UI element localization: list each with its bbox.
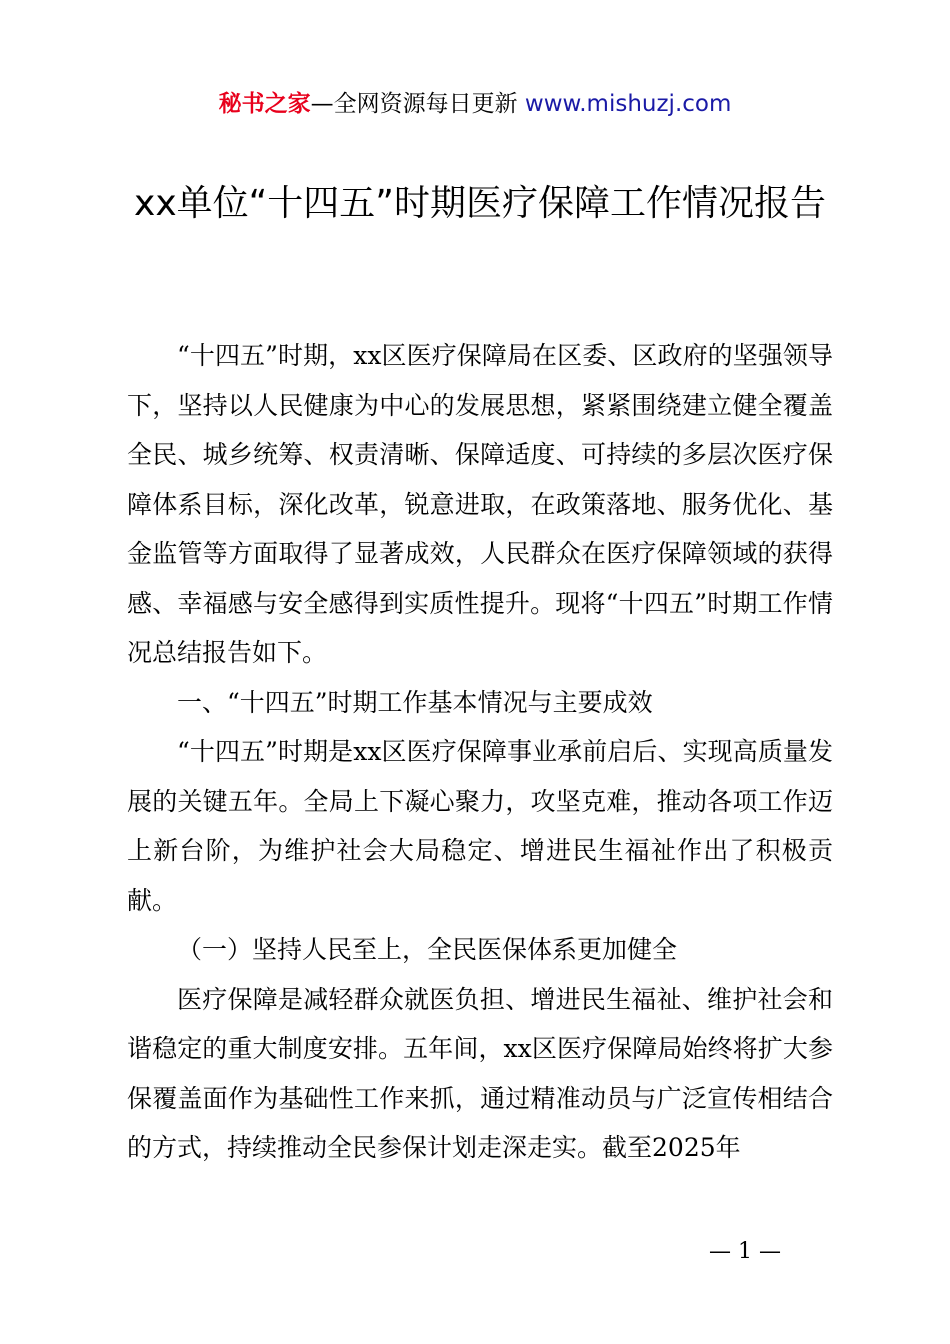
intro-paragraph: “十四五”时期，xx区医疗保障局在区委、区政府的坚强领导下，坚持以人民健康为中心的发展思想，紧紧围绕建立健全覆盖全民、城乡统筹、权责清晰、保障适度、可持续的多层次医疗保障体系目标，深化改革，锐意进取，在政策落地、服务优化、基金监管等方面取得了显著成效，人民群众在医疗保障领域的获得感、幸福感与安全感得到实质性提升。现将“十四五”时期工作情况总结报告如下。	[127, 341, 833, 667]
banner-tagline: —全网资源每日更新	[310, 91, 525, 117]
page-number: — 1 —	[709, 1239, 781, 1264]
banner-brand: 秘书之家	[218, 91, 311, 117]
banner-url-link[interactable]: www.mishuzj.com	[524, 91, 732, 117]
subsection-1-paragraph: 医疗保障是减轻群众就医负担、增进民生福祉、维护社会和谐稳定的重大制度安排。五年间，xx区医疗保障局始终将扩大参保覆盖面作为基础性工作来抓，通过精准动员与广泛宣传相结合的方式，持续推动全民参保计划走深走实。截至2025年	[127, 984, 833, 1162]
section-heading-1: 一、“十四五”时期工作基本情况与主要成效	[177, 687, 653, 717]
document-body	[127, 331, 833, 1173]
subsection-heading-1: （一）坚持人民至上，全民医保体系更加健全	[177, 935, 678, 964]
document-title: xx单位“十四五”时期医疗保障工作情况报告	[134, 183, 826, 224]
site-banner	[0, 86, 950, 122]
section-1-paragraph: “十四五”时期是xx区医疗保障事业承前启后、实现高质量发展的关键五年。全局上下凝心聚力，攻坚克难，推动各项工作迈上新台阶，为维护社会大局稳定、增进民生福祉作出了积极贡献。	[127, 737, 833, 915]
